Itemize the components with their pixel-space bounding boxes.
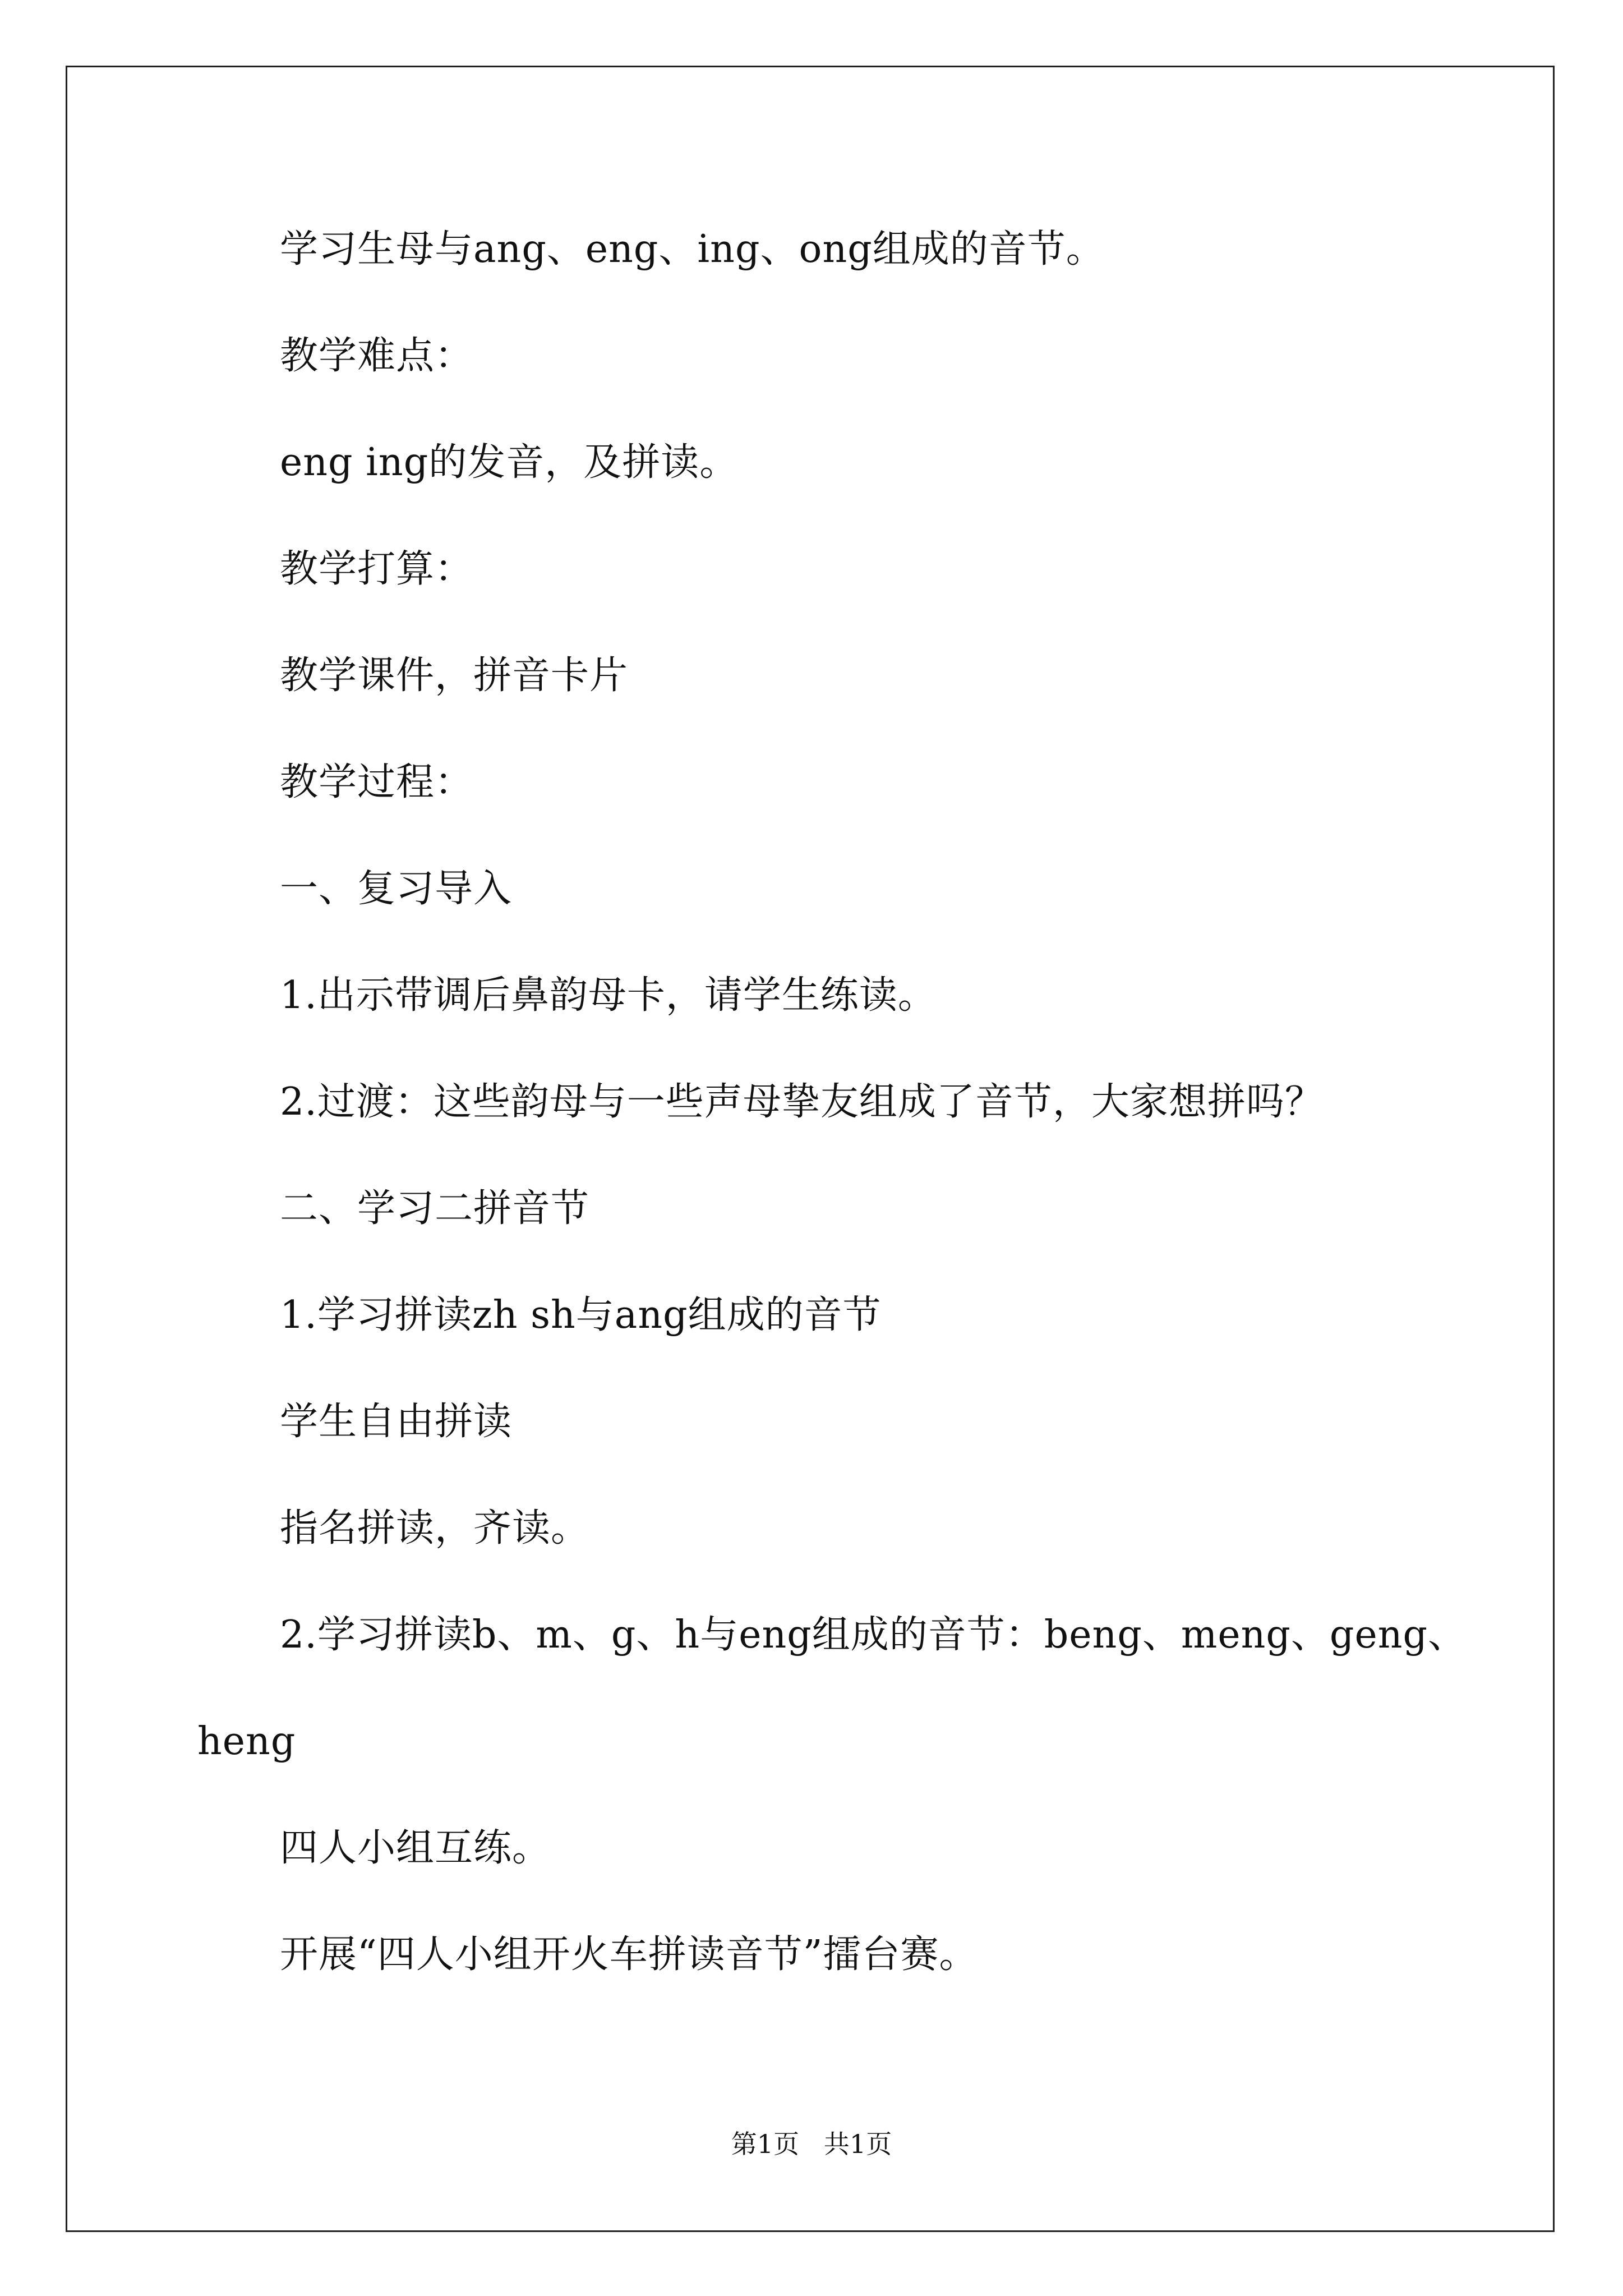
text-line-2: 教学难点： [280, 334, 474, 378]
page-border [66, 66, 1555, 2232]
text-line-11: 1.学习拼读zh sh与ang组成的音节 [280, 1293, 882, 1337]
text-line-13: 指名拼读，齐读。 [280, 1506, 590, 1550]
text-line-17: 开展“四人小组开火车拼读音节”擂台赛。 [280, 1932, 978, 1977]
page-footer: 第1页 共1页 [731, 2129, 892, 2159]
text-line-12: 学生自由拼读 [280, 1400, 513, 1444]
text-line-15: heng [197, 1719, 296, 1764]
text-line-5: 教学课件，拼音卡片 [280, 654, 629, 698]
text-line-3: eng ing的发音，及拼读。 [280, 440, 739, 485]
text-line-7: 一、复习导入 [280, 867, 513, 911]
text-line-6: 教学过程： [280, 760, 474, 804]
text-line-1: 学习生母与ang、eng、ing、ong组成的音节。 [280, 227, 1105, 272]
text-line-16: 四人小组互练。 [280, 1826, 551, 1870]
text-line-10: 二、学习二拼音节 [280, 1186, 590, 1231]
text-line-4: 教学打算： [280, 547, 474, 591]
text-line-8: 1.出示带调后鼻韵母卡，请学生练读。 [280, 973, 937, 1018]
text-line-14: 2.学习拼读b、m、g、h与eng组成的音节：beng、meng、geng、 [280, 1613, 1467, 1657]
text-line-9: 2.过渡：这些韵母与一些声母挚友组成了音节，大家想拼吗？ [280, 1080, 1324, 1124]
